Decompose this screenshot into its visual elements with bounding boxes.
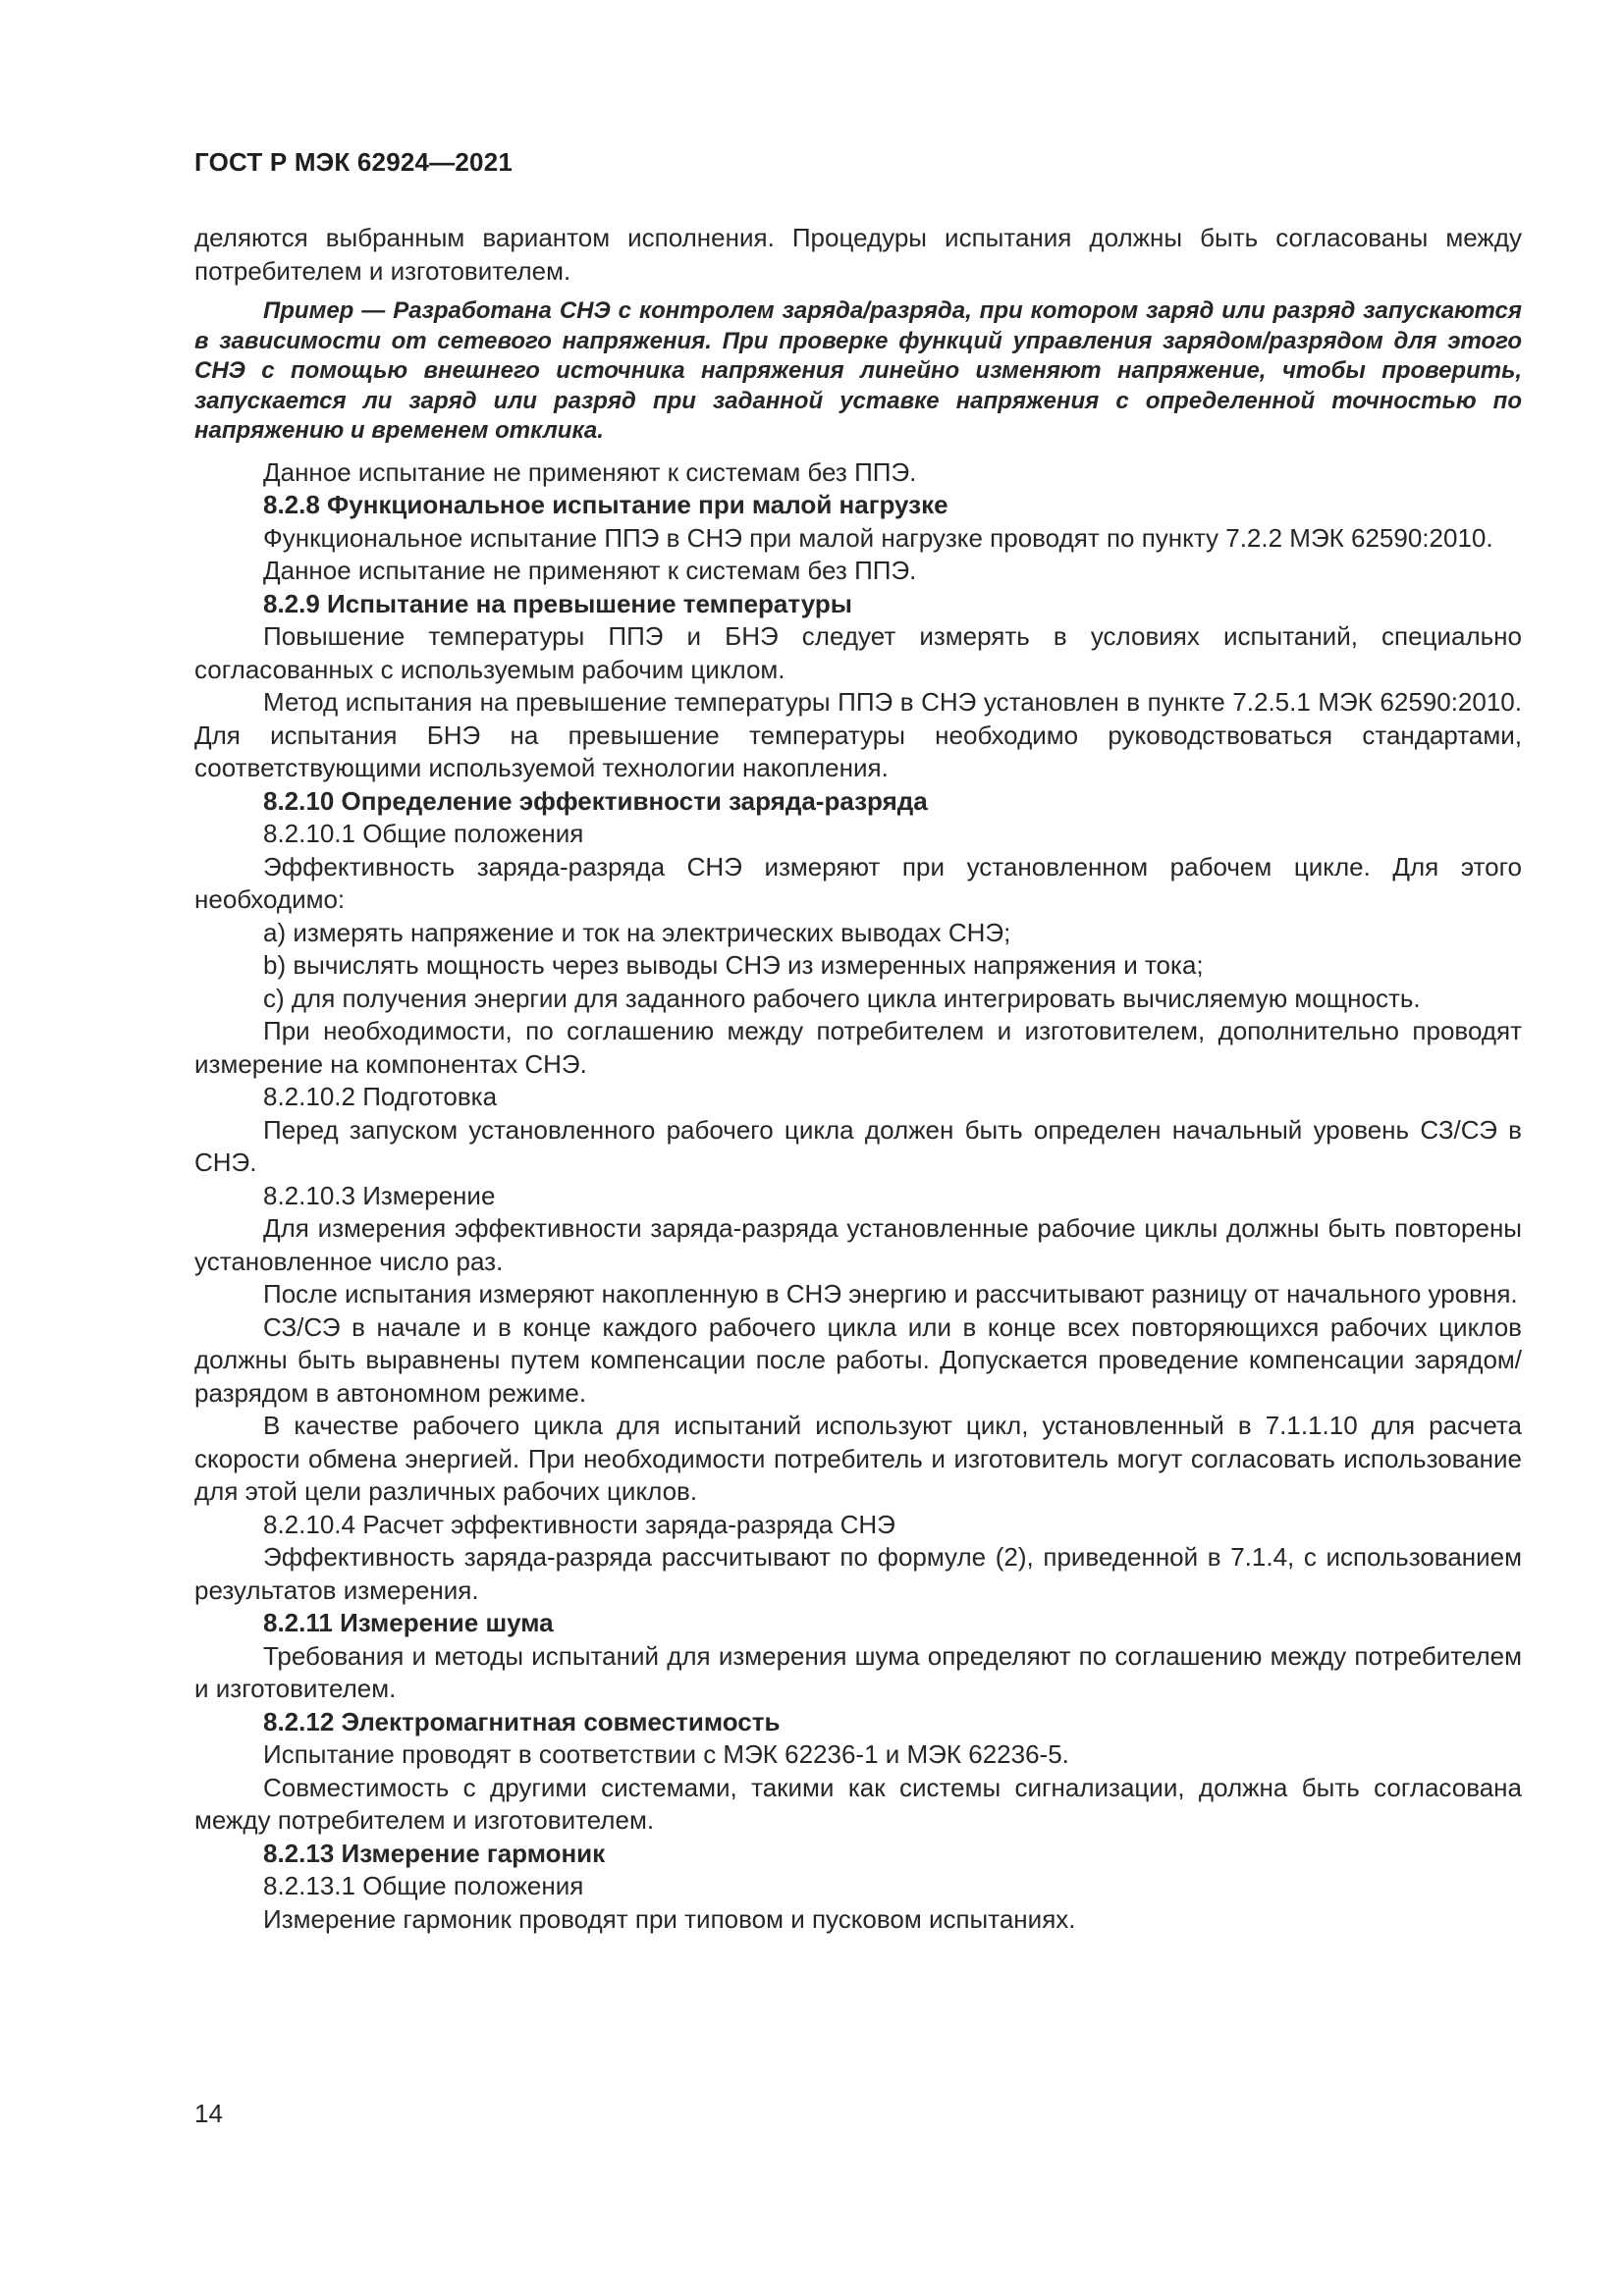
paragraph: После испытания измеряют накопленную в СНЭ энергию и рассчитывают разницу от начального уровня. bbox=[263, 1279, 1518, 1308]
paragraph: Данное испытание не применяют к системам без ППЭ. bbox=[263, 556, 917, 585]
section-heading-8-2-8: 8.2.8 Функциональное испытание при малой нагрузке bbox=[263, 490, 948, 519]
list-item-c: c) для получения энергии для заданного рабочего цикла интегрировать вычисляемую мощность. bbox=[263, 983, 1421, 1013]
list-item-b: b) вычислять мощность через выводы СНЭ из измеренных напряжения и тока; bbox=[263, 950, 1204, 980]
paragraph: Для измерения эффективности заряда-разряда установленные рабочие циклы должны быть повторены установленное число раз. bbox=[194, 1213, 1522, 1276]
paragraph: Эффективность заряда-разряда рассчитывают по формуле (2), приведенной в 7.1.4, с использованием результатов измерения. bbox=[194, 1542, 1522, 1605]
page-body bbox=[194, 222, 1522, 1936]
paragraph: В качестве рабочего цикла для испытаний используют цикл, установленный в 7.1.1.10 для расчета скорости обмена энергией. При необходимости потребитель и изготовитель могут согласовать использование для этой цели различных рабочих циклов. bbox=[194, 1411, 1522, 1506]
paragraph: Требования и методы испытаний для измерения шума определяют по соглашению между потребителем и изготовителем. bbox=[194, 1640, 1522, 1703]
section-heading-8-2-13: 8.2.13 Измерение гармоник bbox=[263, 1838, 606, 1868]
section-heading-8-2-12: 8.2.12 Электромагнитная совместимость bbox=[263, 1706, 781, 1736]
paragraph: При необходимости, по соглашению между потребителем и изготовителем, дополнительно проводят измерение на компонентах СНЭ. bbox=[194, 1016, 1522, 1079]
paragraph: Повышение температуры ППЭ и БНЭ следует измерять в условиях испытаний, специально согласованных с используемым рабочим циклом. bbox=[194, 621, 1522, 684]
subsection-heading-8-2-13-1: 8.2.13.1 Общие положения bbox=[263, 1871, 584, 1900]
paragraph: Функциональное испытание ППЭ в СНЭ при малой нагрузке проводят по пункту 7.2.2 МЭК 62590:2010. bbox=[263, 522, 1493, 553]
paragraph: Совместимость с другими системами, такими как системы сигнализации, должна быть согласована между потребителем и изготовителем. bbox=[194, 1772, 1522, 1835]
subsection-heading-8-2-10-3: 8.2.10.3 Измерение bbox=[263, 1180, 496, 1210]
subsection-heading-8-2-10-4: 8.2.10.4 Расчет эффективности заряда-разряда СНЭ bbox=[263, 1509, 895, 1539]
paragraph: Перед запуском установленного рабочего цикла должен быть определен начальный уровень СЗ/СЭ в СНЭ. bbox=[194, 1114, 1522, 1177]
subsection-heading-8-2-10-2: 8.2.10.2 Подготовка bbox=[263, 1082, 498, 1111]
page-number: 14 bbox=[194, 2099, 223, 2128]
paragraph: Метод испытания на превышение температуры ППЭ в СНЭ установлен в пункте 7.2.5.1 МЭК 62590:2010. Для испытания БНЭ на превышение температуры необходимо руководствоваться стандартами, соответствующими используемой технологии накопления. bbox=[194, 687, 1522, 782]
paragraph: деляются выбранным вариантом исполнения. Процедуры испытания должны быть согласованы между потребителем и изготовителем. bbox=[194, 223, 1522, 286]
paragraph: СЗ/СЭ в начале и в конце каждого рабочего цикла или в конце всех повторяющихся рабочих циклов должны быть выравнены путем компенсации после работы. Допускается проведение компенсации зарядом/разрядом в автономном режиме. bbox=[194, 1311, 1522, 1408]
document-header: ГОСТ Р МЭК 62924—2021 bbox=[194, 147, 514, 177]
paragraph: Испытание проводят в соответствии с МЭК 62236-1 и МЭК 62236-5. bbox=[263, 1739, 1069, 1769]
paragraph: Эффективность заряда-разряда СНЭ измеряют при установленном рабочем цикле. Для этого необходимо: bbox=[194, 851, 1522, 914]
section-heading-8-2-10: 8.2.10 Определение эффективности заряда-разряда bbox=[263, 785, 928, 816]
section-heading-8-2-9: 8.2.9 Испытание на превышение температуры bbox=[263, 588, 852, 618]
list-item-a: a) измерять напряжение и ток на электрических выводах СНЭ; bbox=[263, 917, 1011, 947]
example-note: Пример — Разработана СНЭ с контролем заряда/разряда, при котором заряд или разряд запускаются в зависимости от сетевого напряжения. При проверке функций управления зарядом/разрядом для этого СНЭ с помощью внешнего источника напряжения линейно изменяют напряжение, чтобы проверить, запускается ли заряд или разряд при заданной уставке напряжения с определенной точностью по напряжению и временем отклика. bbox=[194, 297, 1522, 444]
section-heading-8-2-11: 8.2.11 Измерение шума bbox=[263, 1608, 554, 1637]
paragraph: Измерение гармоник проводят при типовом и пусковом испытаниях. bbox=[263, 1903, 1076, 1934]
subsection-heading-8-2-10-1: 8.2.10.1 Общие положения bbox=[263, 819, 584, 848]
paragraph: Данное испытание не применяют к системам без ППЭ. bbox=[263, 456, 917, 487]
